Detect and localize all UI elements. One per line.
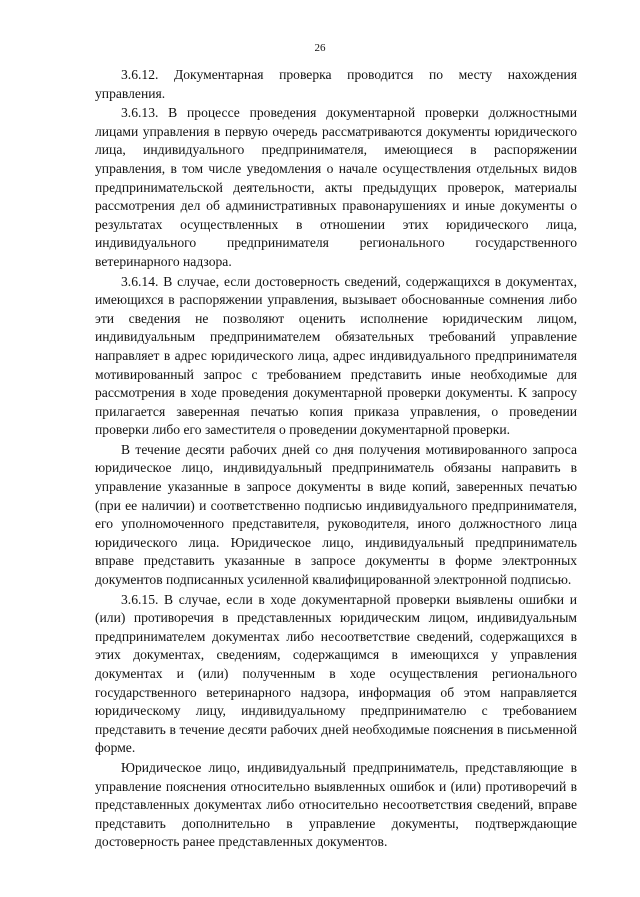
- paragraph-3-6-12: 3.6.12. Документарная проверка проводится по месту нахождения управления.: [95, 67, 577, 101]
- paragraph-response-deadline: В течение десяти рабочих дней со дня получения мотивированного запроса юридическое лицо, индивидуальный предприниматель обязаны направить в управление указанные в запросе документы в виде копий, заверенных печатью (при ее наличии) и соответственно подписью индивидуального предпринимателя, его уполномоченного представителя, руководителя, иного должностного лица юридического лица. Юридическое лицо, индивидуальный предприниматель вправе представить указанные в запросе документы в форме электронных документов подписанных усиленной квалифицированной электронной подписью.: [95, 441, 577, 588]
- paragraph-3-6-15: 3.6.15. В случае, если в ходе документарной проверки выявлены ошибки и (или) противоречия в представленных юридическим лицом, индивидуальным предпринимателем документах либо несоответствие сведений, содержащихся в этих документах, сведениям, содержащимся в имеющихся у управления документах и (или) полученным в ходе осуществления регионального государственного ветеринарного надзора, информация об этом направляется юридическому лицу, индивидуальному предпринимателю с требованием представить в течение десяти рабочих дней необходимые пояснения в письменной форме.: [95, 591, 577, 756]
- paragraph-explanations: Юридическое лицо, индивидуальный предприниматель, представляющие в управление пояснения относительно выявленных ошибок и (или) противоречий в представленных документах либо относительно несоответствия сведений, вправе представить дополнительно в управление документы, подтверждающие достоверность ранее представленных документов.: [95, 759, 577, 850]
- paragraph-3-6-14: 3.6.14. В случае, если достоверность сведений, содержащихся в документах, имеющихся в распоряжении управления, вызывает обоснованные сомнения либо эти сведения не позволяют оценить исполнение юридическим лицом, индивидуальным предпринимателем обязательных требований управление направляет в адрес юридического лица, адрес индивидуального предпринимателя мотивированный запрос с требованием представить иные необходимые для рассмотрения в ходе проведения документарной проверки документы. К запросу прилагается заверенная печатью копия приказа управления, о проведении проверки либо его заместителя о проведении документарной проверки.: [95, 273, 577, 438]
- paragraph-3-6-13: 3.6.13. В процессе проведения документарной проверки должностными лицами управления в первую очередь рассматриваются документы юридического лица, индивидуального предпринимателя, имеющиеся в распоряжении управления, в том числе уведомления о начале осуществления отдельных видов предпринимательской деятельности, акты предыдущих проверок, материалы рассмотрения дел об административных правонарушениях и иные документы о результатах осуществленных в отношении этих юридического лица, индивидуального предпринимателя регионального государственного ветеринарного надзора.: [95, 105, 577, 269]
- page-number: 26: [314, 42, 326, 54]
- document-body: [95, 66, 577, 852]
